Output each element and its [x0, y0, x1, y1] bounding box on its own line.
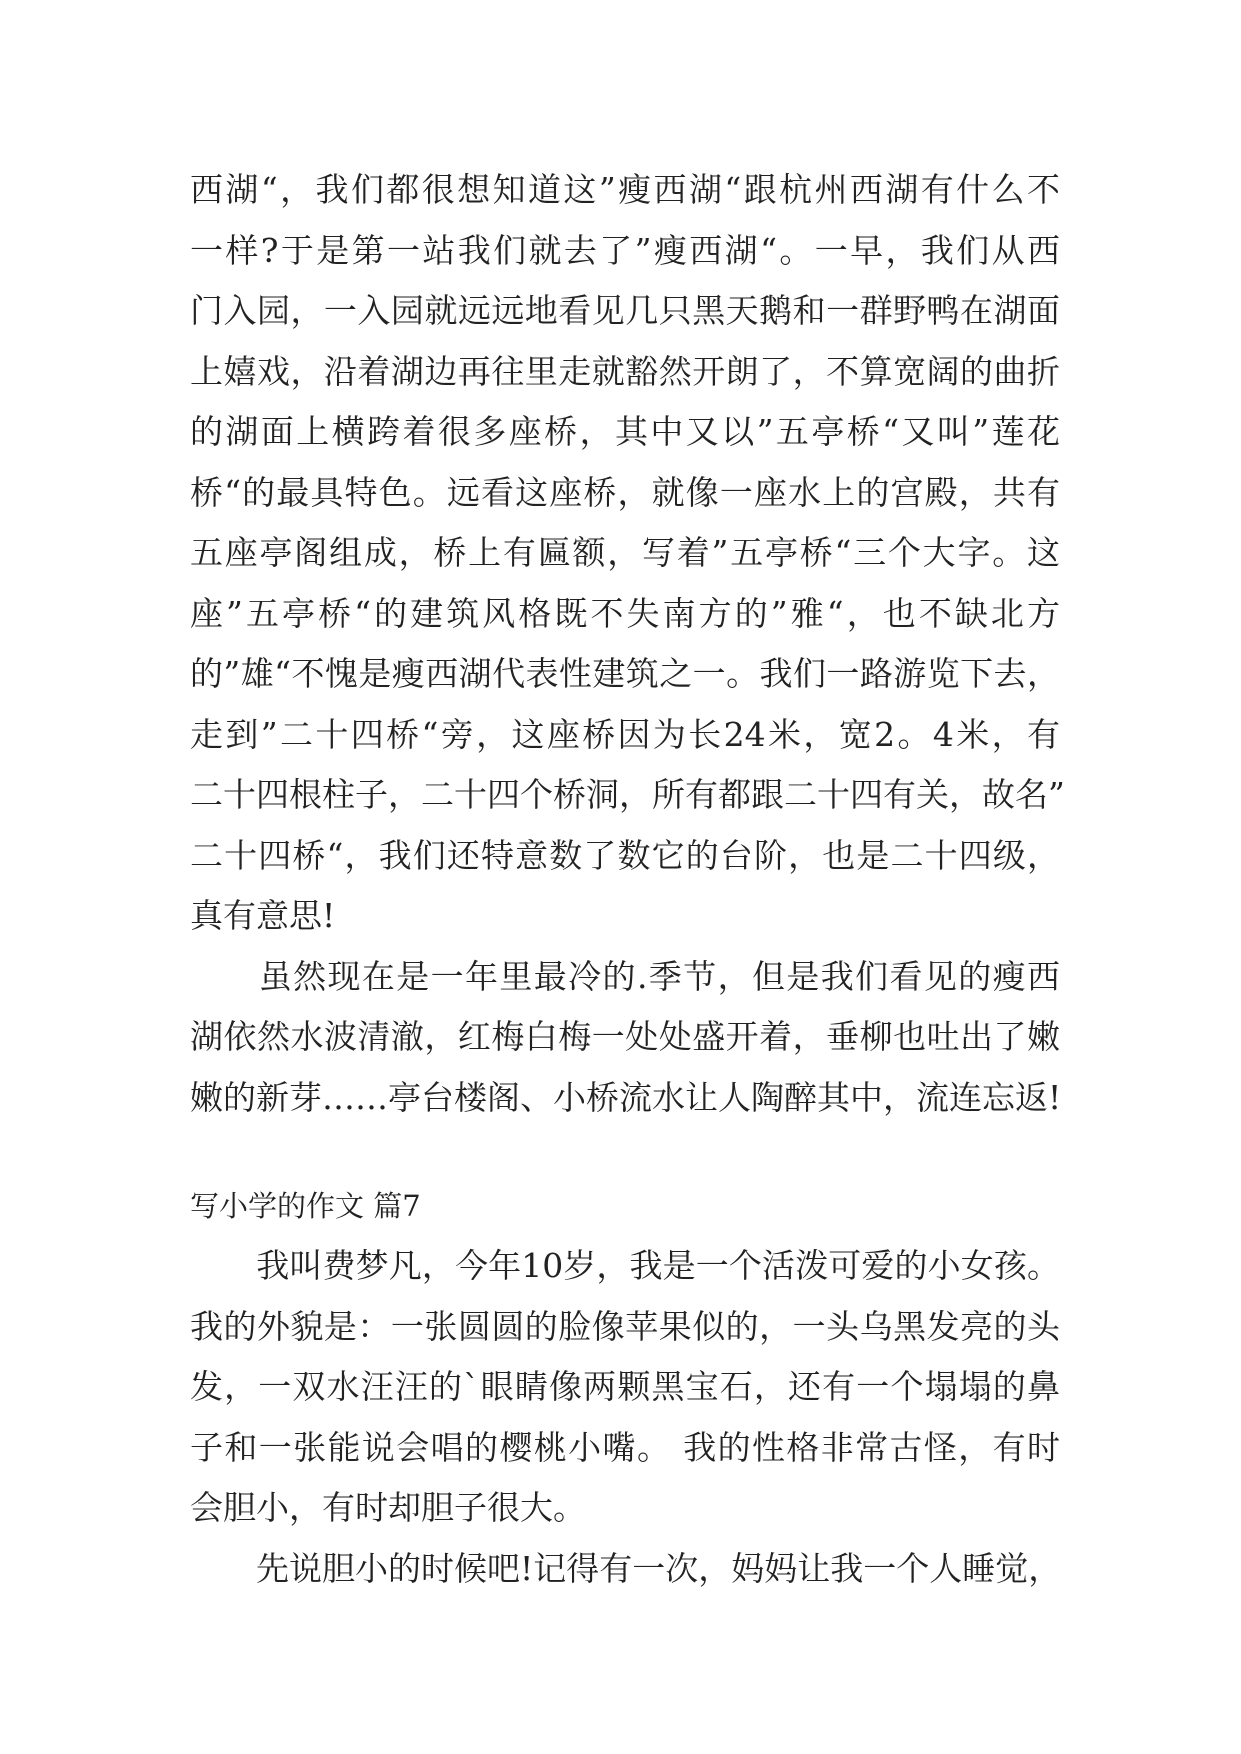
text-line: 真有意思!	[190, 896, 336, 935]
text-line: 湖依然水波清澈，红梅白梅一处处盛开着，垂柳也吐出了嫩	[190, 1017, 1060, 1056]
text-line: 门入园，一入园就远远地看见几只黑天鹅和一群野鸭在湖面	[190, 291, 1060, 330]
text-line: 我叫费梦凡，今年10岁，我是一个活泼可爱的小女孩。	[190, 1246, 1060, 1285]
paragraph-3	[190, 1236, 1060, 1539]
text-line: 会胆小，有时却胆子很大。	[190, 1488, 586, 1527]
text-line: 上嬉戏，沿着湖边再往里走就豁然开朗了，不算宽阔的曲折	[190, 351, 1060, 391]
text-line: 先说胆小的时候吧!记得有一次，妈妈让我一个人睡觉，	[190, 1548, 1062, 1588]
text-line: 我的外貌是：一张圆圆的脸像苹果似的，一头乌黑发亮的头	[190, 1306, 1060, 1346]
text-line: 二十四根柱子，二十四个桥洞，所有都跟二十四有关，故名”	[190, 775, 1065, 814]
paragraph-2	[190, 947, 1060, 1129]
text-line: 走到”二十四桥“旁，这座桥因为长24米，宽2。4米，有	[190, 714, 1060, 754]
paragraph-1	[190, 160, 1065, 947]
paragraph-4	[190, 1539, 1060, 1600]
text-line: 座”五亭桥“的建筑风格既不失南方的”雅“，也不缺北方	[190, 593, 1060, 633]
section-heading: 写小学的作文 篇7	[190, 1189, 421, 1223]
text-line: 的湖面上横跨着很多座桥，其中又以”五亭桥“又叫”莲花	[190, 412, 1060, 451]
text-line: 二十四桥“，我们还特意数了数它的台阶，也是二十四级，	[190, 835, 1060, 875]
text-line: 五座亭阁组成，桥上有匾额，写着”五亭桥“三个大字。这	[190, 533, 1060, 572]
document-body	[190, 160, 1065, 1599]
text-line: 桥“的最具特色。远看这座桥，就像一座水上的宫殿，共有	[190, 472, 1060, 512]
text-line: 一样?于是第一站我们就去了”瘦西湖“。一早，我们从西	[190, 230, 1060, 270]
text-line: 西湖“，我们都很想知道这”瘦西湖“跟杭州西湖有什么不	[190, 170, 1060, 209]
text-line: 的”雄“不愧是瘦西湖代表性建筑之一。我们一路游览下去，	[190, 654, 1060, 693]
text-line: 子和一张能说会唱的樱桃小嘴。 我的性格非常古怪，有时	[190, 1427, 1060, 1467]
text-line: 虽然现在是一年里最冷的.季节，但是我们看见的瘦西	[190, 956, 1060, 996]
text-line: 嫩的新芽……亭台楼阁、小桥流水让人陶醉其中，流连忘返!	[190, 1077, 1062, 1117]
text-line: 发，一双水汪汪的`眼睛像两颗黑宝石，还有一个塌塌的鼻	[190, 1367, 1060, 1406]
